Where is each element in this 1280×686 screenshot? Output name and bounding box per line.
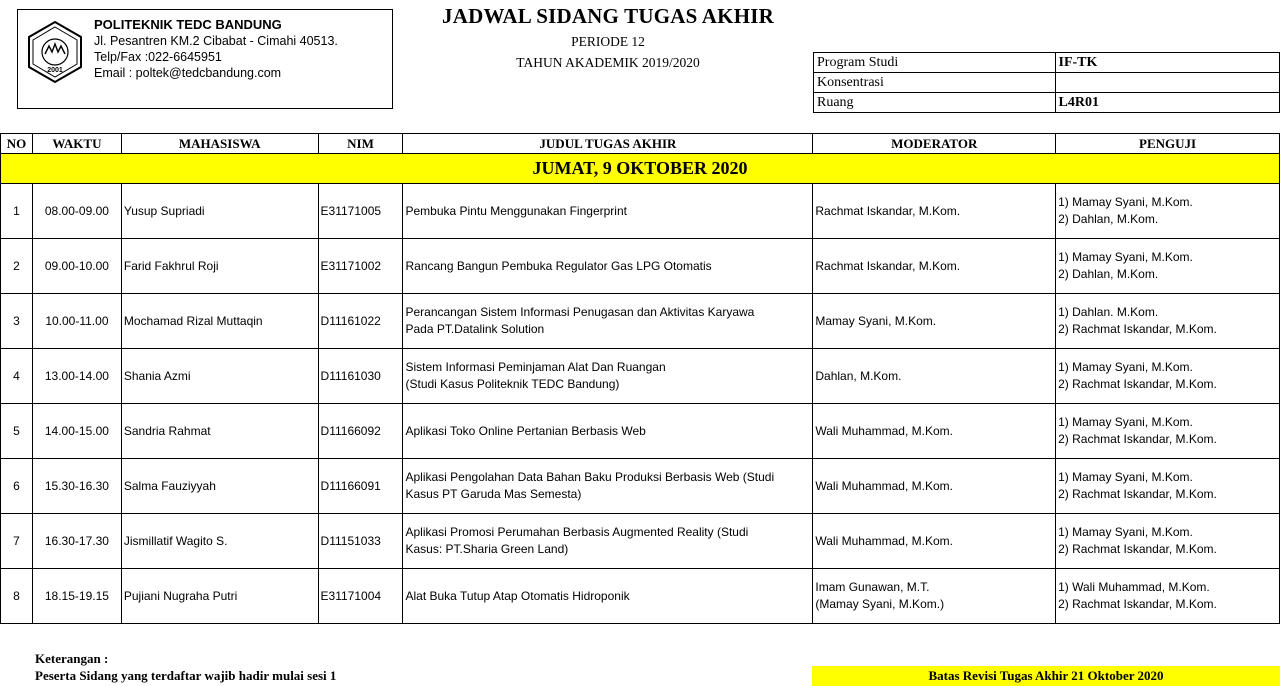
info-value <box>1055 73 1280 93</box>
cell-penguji-line: 2) Dahlan, M.Kom. <box>1058 212 1159 226</box>
cell-judul-line: Aplikasi Pengolahan Data Bahan Baku Produksi Berbasis Web (Studi <box>405 470 775 484</box>
polytechnic-logo-icon <box>23 20 87 84</box>
cell-moderator <box>813 569 1056 624</box>
cell-no: 8 <box>1 569 33 624</box>
cell-penguji <box>1056 349 1280 404</box>
cell-no: 7 <box>1 514 33 569</box>
cell-judul-line: Alat Buka Tutup Atap Otomatis Hidroponik <box>405 588 630 603</box>
day-label: JUMAT, 9 OKTOBER 2020 <box>1 154 1280 184</box>
cell-moderator <box>813 239 1056 294</box>
cell-penguji <box>1056 184 1280 239</box>
info-row-ruang <box>814 93 1280 113</box>
cell-moderator-line: Dahlan, M.Kom. <box>815 368 902 383</box>
cell-mahasiswa: Salma Fauziyyah <box>121 459 318 514</box>
cell-penguji-line: 2) Rachmat Iskandar, M.Kom. <box>1058 377 1217 391</box>
keterangan-text: Peserta Sidang yang terdaftar wajib hadir mulai sesi 1 <box>35 668 337 683</box>
cell-nim: E31171004 <box>318 569 403 624</box>
table-row <box>1 514 1280 569</box>
cell-waktu: 15.30-16.30 <box>32 459 121 514</box>
table-row <box>1 569 1280 624</box>
cell-penguji <box>1056 514 1280 569</box>
cell-moderator-line: Imam Gunawan, M.T. <box>815 580 930 594</box>
table-row <box>1 404 1280 459</box>
revision-deadline-banner: Batas Revisi Tugas Akhir 21 Oktober 2020 <box>812 666 1280 686</box>
cell-judul <box>403 349 813 404</box>
cell-nim: D11161030 <box>318 349 403 404</box>
cell-moderator <box>813 459 1056 514</box>
cell-moderator <box>813 294 1056 349</box>
cell-nim: D11166092 <box>318 404 403 459</box>
table-row <box>1 459 1280 514</box>
cell-penguji <box>1056 294 1280 349</box>
cell-moderator <box>813 349 1056 404</box>
cell-waktu: 10.00-11.00 <box>32 294 121 349</box>
cell-waktu: 08.00-09.00 <box>32 184 121 239</box>
cell-moderator-line: Wali Muhammad, M.Kom. <box>815 533 953 548</box>
cell-waktu: 13.00-14.00 <box>32 349 121 404</box>
document-title: JADWAL SIDANG TUGAS AKHIR <box>442 4 774 28</box>
cell-nim: D11151033 <box>318 514 403 569</box>
info-label: Ruang <box>814 93 1056 113</box>
cell-judul-line: Kasus PT Garuda Mas Semesta) <box>405 487 582 501</box>
cell-moderator-line: Wali Muhammad, M.Kom. <box>815 423 953 438</box>
cell-penguji-line: 2) Rachmat Iskandar, M.Kom. <box>1058 542 1217 556</box>
cell-moderator-line: (Mamay Syani, M.Kom.) <box>815 597 945 611</box>
cell-waktu: 16.30-17.30 <box>32 514 121 569</box>
cell-judul <box>403 404 813 459</box>
cell-moderator-line: Wali Muhammad, M.Kom. <box>815 478 953 493</box>
institution-address: Jl. Pesantren KM.2 Cibabat - Cimahi 40513. <box>94 34 338 48</box>
cell-no: 6 <box>1 459 33 514</box>
cell-moderator <box>813 184 1056 239</box>
cell-mahasiswa: Yusup Supriadi <box>121 184 318 239</box>
cell-waktu: 18.15-19.15 <box>32 569 121 624</box>
cell-judul <box>403 294 813 349</box>
cell-penguji-line: 2) Rachmat Iskandar, M.Kom. <box>1058 597 1217 611</box>
cell-no: 4 <box>1 349 33 404</box>
cell-mahasiswa: Shania Azmi <box>121 349 318 404</box>
cell-penguji-line: 1) Mamay Syani, M.Kom. <box>1058 195 1193 209</box>
cell-penguji <box>1056 569 1280 624</box>
cell-judul <box>403 184 813 239</box>
cell-judul-line: Kasus: PT.Sharia Green Land) <box>405 542 569 556</box>
cell-penguji-line: 1) Mamay Syani, M.Kom. <box>1058 525 1193 539</box>
column-header-penguji: PENGUJI <box>1056 134 1280 154</box>
cell-penguji-line: 1) Wali Muhammad, M.Kom. <box>1058 580 1210 594</box>
cell-judul-line: (Studi Kasus Politeknik TEDC Bandung) <box>405 377 620 391</box>
cell-no: 5 <box>1 404 33 459</box>
column-header-judul: JUDUL TUGAS AKHIR <box>403 134 813 154</box>
cell-penguji <box>1056 459 1280 514</box>
cell-mahasiswa: Sandria Rahmat <box>121 404 318 459</box>
column-header-nim: NIM <box>318 134 403 154</box>
cell-judul <box>403 239 813 294</box>
info-value: L4R01 <box>1055 93 1280 113</box>
schedule-table <box>0 133 1280 624</box>
cell-judul-line: Aplikasi Promosi Perumahan Berbasis Augmented Reality (Studi <box>405 525 749 539</box>
cell-mahasiswa: Mochamad Rizal Muttaqin <box>121 294 318 349</box>
cell-penguji-line: 2) Rachmat Iskandar, M.Kom. <box>1058 322 1217 336</box>
cell-moderator <box>813 514 1056 569</box>
cell-mahasiswa: Pujiani Nugraha Putri <box>121 569 318 624</box>
institution-phone: Telp/Fax :022-6645951 <box>94 50 222 64</box>
cell-no: 1 <box>1 184 33 239</box>
cell-judul-line: Aplikasi Toko Online Pertanian Berbasis Web <box>405 423 646 438</box>
cell-moderator-line: Mamay Syani, M.Kom. <box>815 313 937 328</box>
cell-no: 3 <box>1 294 33 349</box>
table-row <box>1 184 1280 239</box>
cell-moderator <box>813 404 1056 459</box>
table-header-row <box>1 134 1280 154</box>
cell-judul-line: Rancang Bangun Pembuka Regulator Gas LPG Otomatis <box>405 258 712 273</box>
table-row <box>1 239 1280 294</box>
cell-penguji <box>1056 239 1280 294</box>
cell-nim: E31171005 <box>318 184 403 239</box>
column-header-mahasiswa: MAHASISWA <box>121 134 318 154</box>
cell-judul <box>403 514 813 569</box>
table-row <box>1 349 1280 404</box>
cell-penguji-line: 1) Mamay Syani, M.Kom. <box>1058 360 1193 374</box>
column-header-waktu: WAKTU <box>32 134 121 154</box>
cell-mahasiswa: Farid Fakhrul Roji <box>121 239 318 294</box>
cell-nim: E31171002 <box>318 239 403 294</box>
cell-penguji-line: 2) Rachmat Iskandar, M.Kom. <box>1058 487 1217 501</box>
cell-nim: D11161022 <box>318 294 403 349</box>
keterangan-label: Keterangan : <box>35 651 109 666</box>
cell-judul <box>403 459 813 514</box>
cell-judul-line: Sistem Informasi Peminjaman Alat Dan Ruangan <box>405 360 666 374</box>
cell-waktu: 09.00-10.00 <box>32 239 121 294</box>
institution-header <box>17 9 393 109</box>
cell-judul-line: Pada PT.Datalink Solution <box>405 322 545 336</box>
cell-penguji-line: 2) Dahlan, M.Kom. <box>1058 267 1159 281</box>
svg-text:2001: 2001 <box>47 67 63 74</box>
info-label: Konsentrasi <box>814 73 1056 93</box>
cell-moderator-line: Rachmat Iskandar, M.Kom. <box>815 203 961 218</box>
institution-email: Email : poltek@tedcbandung.com <box>94 66 282 80</box>
cell-penguji-line: 1) Mamay Syani, M.Kom. <box>1058 250 1193 264</box>
info-value: IF-TK <box>1055 53 1280 73</box>
column-header-moderator: MODERATOR <box>813 134 1056 154</box>
cell-waktu: 14.00-15.00 <box>32 404 121 459</box>
cell-penguji-line: 1) Mamay Syani, M.Kom. <box>1058 470 1193 484</box>
cell-judul-line: Pembuka Pintu Menggunakan Fingerprint <box>405 203 627 218</box>
info-table <box>813 52 1280 113</box>
info-row-program-studi <box>814 53 1280 73</box>
info-label: Program Studi <box>814 53 1056 73</box>
cell-penguji-line: 1) Mamay Syani, M.Kom. <box>1058 415 1193 429</box>
cell-penguji <box>1056 404 1280 459</box>
cell-mahasiswa: Jismillatif Wagito S. <box>121 514 318 569</box>
cell-penguji-line: 1) Dahlan. M.Kom. <box>1058 305 1159 319</box>
cell-judul-line: Perancangan Sistem Informasi Penugasan dan Aktivitas Karyawa <box>405 305 755 319</box>
info-row-konsentrasi <box>814 73 1280 93</box>
cell-no: 2 <box>1 239 33 294</box>
cell-judul <box>403 569 813 624</box>
day-header-row <box>1 154 1280 184</box>
cell-nim: D11166091 <box>318 459 403 514</box>
document-academic-year: TAHUN AKADEMIK 2019/2020 <box>516 55 700 70</box>
cell-penguji-line: 2) Rachmat Iskandar, M.Kom. <box>1058 432 1217 446</box>
table-row <box>1 294 1280 349</box>
column-header-no: NO <box>1 134 33 154</box>
cell-moderator-line: Rachmat Iskandar, M.Kom. <box>815 258 961 273</box>
institution-name: POLITEKNIK TEDC BANDUNG <box>94 17 282 32</box>
document-periode: PERIODE 12 <box>571 34 645 49</box>
